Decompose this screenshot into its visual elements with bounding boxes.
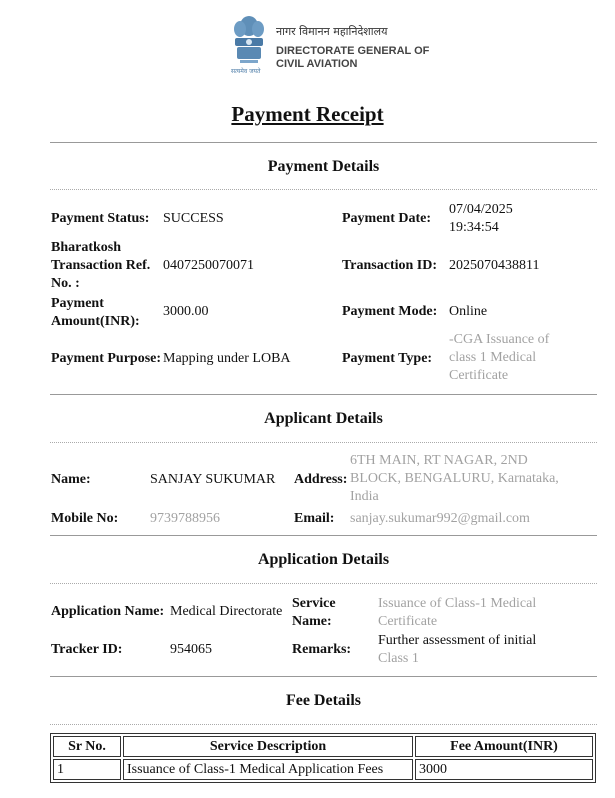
service-name-line2: Certificate <box>378 614 438 629</box>
payment-amount-label-line1: Payment <box>51 296 104 311</box>
payment-mode-value: Online <box>449 304 488 319</box>
page-title: Payment Receipt <box>231 102 384 126</box>
payment-amount-label-line2: Amount(INR): <box>51 314 140 329</box>
divider <box>50 189 597 190</box>
divider <box>50 676 597 677</box>
service-name-label-line2: Name: <box>292 614 332 629</box>
tracker-id-value: 954065 <box>170 642 212 657</box>
section-title-application: Application Details <box>257 551 390 568</box>
divider <box>50 142 597 143</box>
payment-type-value <box>449 331 549 385</box>
payment-date-value <box>449 201 513 237</box>
service-name-label-line1: Service <box>292 596 336 611</box>
payment-type-line1: -CGA Issuance of <box>449 332 550 347</box>
payment-amount-label <box>51 295 140 331</box>
application-name-label: Application Name: <box>51 604 165 619</box>
payment-time: 19:34:54 <box>449 220 499 235</box>
payment-amount-value: 3000.00 <box>163 304 209 319</box>
transaction-ref-label <box>51 239 150 293</box>
org-name-english <box>276 45 429 71</box>
payment-type-line3: Certificate <box>449 368 509 383</box>
address-line1: 6TH MAIN, RT NAGAR, 2ND <box>350 453 528 468</box>
fee-table <box>50 733 596 783</box>
service-name-label <box>292 595 336 631</box>
payment-purpose-label: Payment Purpose: <box>51 351 162 366</box>
divider <box>50 583 597 584</box>
email-label: Email: <box>294 511 335 526</box>
section-title-payment: Payment Details <box>267 158 380 175</box>
payment-mode-label: Payment Mode: <box>342 304 438 319</box>
remarks-label: Remarks: <box>292 642 352 657</box>
fee-col-description: Service Description <box>123 736 413 757</box>
divider <box>50 724 597 725</box>
remarks-line2: Class 1 <box>378 651 419 666</box>
tracker-id-label: Tracker ID: <box>51 642 123 657</box>
section-title-applicant: Applicant Details <box>264 410 383 427</box>
table-row <box>53 759 593 780</box>
payment-date-label: Payment Date: <box>342 211 432 226</box>
fee-table-header-row <box>53 736 593 757</box>
remarks-value <box>378 632 536 668</box>
transaction-id-value: 2025070438811 <box>449 258 540 273</box>
divider <box>50 394 597 395</box>
transaction-ref-label-line3: No. : <box>51 276 80 291</box>
fee-row-amount: 3000 <box>415 759 593 780</box>
service-name-value <box>378 595 536 631</box>
address-label: Address: <box>294 472 348 487</box>
transaction-ref-label-line1: Bharatkosh <box>51 240 122 255</box>
name-label: Name: <box>51 472 91 487</box>
transaction-id-label: Transaction ID: <box>342 258 438 273</box>
application-name-value: Medical Directorate <box>170 604 283 619</box>
divider <box>50 442 597 443</box>
divider <box>50 535 597 536</box>
dgca-logo <box>228 12 428 80</box>
section-title-fee: Fee Details <box>285 692 362 709</box>
mobile-label: Mobile No: <box>51 511 119 526</box>
payment-status-value: SUCCESS <box>163 211 224 226</box>
service-name-line1: Issuance of Class-1 Medical <box>378 596 537 611</box>
name-value: SANJAY SUKUMAR <box>150 472 276 487</box>
address-line3: India <box>350 489 379 504</box>
address-value <box>350 452 590 506</box>
org-name-line1: DIRECTORATE GENERAL OF <box>276 45 430 57</box>
mobile-value: 9739788956 <box>150 511 220 526</box>
transaction-ref-label-line2: Transaction Ref. <box>51 258 151 273</box>
org-name-hindi: नागर विमानन महानिदेशालय <box>276 25 388 38</box>
payment-date: 07/04/2025 <box>449 202 513 217</box>
fee-row-description: Issuance of Class-1 Medical Application Fees <box>123 759 413 780</box>
email-value: sanjay.sukumar992@gmail.com <box>350 511 530 526</box>
payment-status-label: Payment Status: <box>51 211 150 226</box>
fee-col-sr: Sr No. <box>53 736 121 757</box>
address-line2: BLOCK, BENGALURU, Karnataka, <box>350 471 559 486</box>
fee-col-amount: Fee Amount(INR) <box>415 736 593 757</box>
payment-purpose-value: Mapping under LOBA <box>163 351 291 366</box>
remarks-line1: Further assessment of initial <box>378 633 537 648</box>
transaction-ref-value: 0407250070071 <box>163 258 254 273</box>
org-name-line2: CIVIL AVIATION <box>276 58 358 70</box>
payment-type-label: Payment Type: <box>342 351 433 366</box>
payment-type-line2: class 1 Medical <box>449 350 537 365</box>
fee-row-sr: 1 <box>53 759 121 780</box>
emblem-motto: सत्यमेव जयते <box>231 68 261 75</box>
